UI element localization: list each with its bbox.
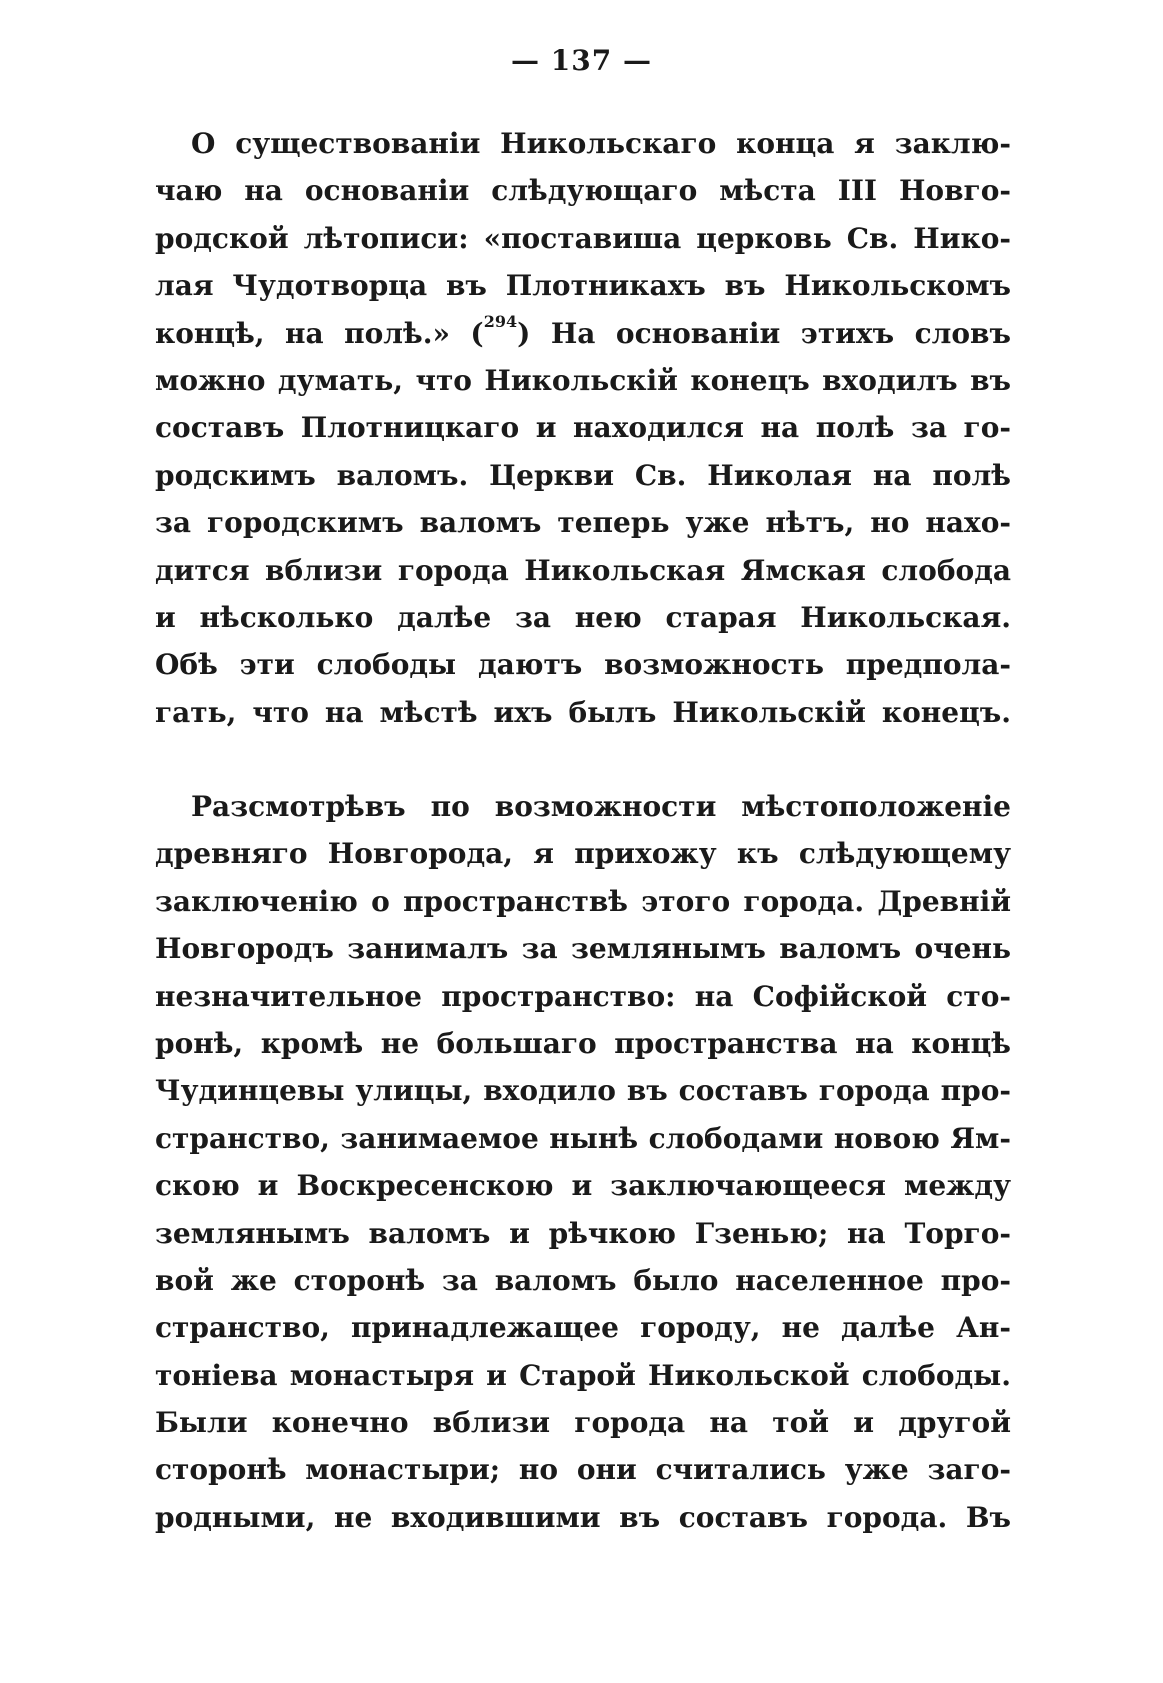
text-segment: концѣ, на полѣ.» (	[155, 316, 484, 350]
paragraph-nikolsky-end	[155, 120, 1011, 736]
text-line: чаю на основаніи слѣдующаго мѣста III Новго-	[155, 174, 1011, 208]
text-line: Новгородъ занималъ за землянымъ валомъ очень	[155, 932, 1011, 966]
text-line: тоніева монастыря и Старой Никольской слободы.	[155, 1358, 1011, 1392]
text-line: Обѣ эти слободы даютъ возможность предпола-	[155, 648, 1011, 682]
text-line: сторонѣ монастыри; но они считались уже заго-	[155, 1453, 1011, 1487]
text-line: странство, занимаемое нынѣ слободами новою Ям-	[155, 1121, 1011, 1155]
text-line: О существованіи Никольскаго конца я заклю-	[191, 127, 1011, 160]
text-line: незначительное пространство: на Софійской сто-	[155, 979, 1011, 1013]
text-line: вой же сторонѣ за валомъ было населенное про-	[155, 1263, 1011, 1297]
text-line: странство, принадлежащее городу, не далѣе Ан-	[155, 1311, 1011, 1345]
paragraph-city-extent	[155, 783, 1011, 1541]
text-line: дится вблизи города Никольская Ямская слобода	[155, 553, 1011, 587]
text-line: Были конечно вблизи города на той и другой	[155, 1406, 1011, 1440]
text-line: землянымъ валомъ и рѣчкою Гзенью; на Торго-	[155, 1216, 1011, 1250]
text-line: лая Чудотворца въ Плотникахъ въ Никольскомъ	[155, 269, 1011, 303]
text-line: Разсмотрѣвъ по возможности мѣстоположеніе	[191, 790, 1011, 823]
text-line-with-footnote	[155, 310, 1011, 357]
text-line: составъ Плотницкаго и находился на полѣ за го-	[155, 411, 1011, 445]
text-line: древняго Новгорода, я прихожу къ слѣдующему	[155, 837, 1011, 871]
text-segment: ) На основаніи этихъ словъ	[517, 316, 1011, 350]
text-line: родными, не входившими въ составъ города. Въ	[155, 1500, 1011, 1534]
text-line: Чудинцевы улицы, входило въ составъ города про-	[155, 1074, 1011, 1108]
text-line: за городскимъ валомъ теперь уже нѣтъ, но нахо-	[155, 506, 1011, 540]
text-line: заключенію о пространствѣ этого города. Древній	[155, 884, 1011, 918]
text-line: гать, что на мѣстѣ ихъ былъ Никольскій конецъ.	[155, 695, 1011, 729]
footnote-ref: 294	[483, 311, 518, 331]
text-line: ронѣ, кромѣ не большаго пространства на концѣ	[155, 1026, 1011, 1060]
text-line: и нѣсколько далѣе за нею старая Никольская.	[155, 600, 1011, 634]
text-line: скою и Воскресенскою и заключающееся между	[155, 1169, 1011, 1203]
text-line: родской лѣтописи: «поставиша церковь Св. Нико-	[155, 221, 1011, 255]
page-number: — 137 —	[511, 44, 652, 77]
text-line: родскимъ валомъ. Церкви Св. Николая на полѣ	[155, 458, 1011, 492]
text-line: можно думать, что Никольскій конецъ входилъ въ	[155, 363, 1011, 397]
